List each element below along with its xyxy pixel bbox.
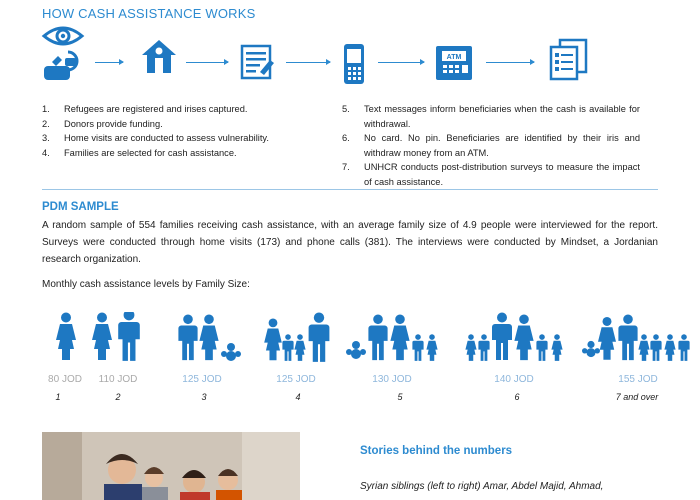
document-icon	[236, 42, 278, 82]
family-size-label: 2	[115, 392, 121, 402]
section-title-how-it-works: HOW CASH ASSISTANCE WORKS	[42, 6, 256, 21]
step-item: 5. Text messages inform beneficiaries when the cash is available for withdrawal.	[342, 104, 640, 129]
amount-label: 140 JOD	[494, 374, 534, 385]
family-5-icon	[346, 312, 442, 364]
survey-icon	[548, 38, 590, 82]
amount-label: 130 JOD	[372, 374, 412, 385]
amount-label: 110 JOD	[98, 374, 138, 385]
family-1-icon	[54, 312, 78, 364]
levels-label: Monthly cash assistance levels by Family Size:	[42, 279, 250, 290]
amount-label: 80 JOD	[48, 374, 82, 385]
siblings-photo	[42, 432, 300, 500]
process-icon-row	[40, 22, 600, 92]
steps-list-right	[342, 102, 640, 189]
atm-icon	[434, 44, 474, 82]
family-4-icon	[264, 312, 332, 364]
iris-scan-icon	[40, 22, 86, 84]
steps-list-left	[42, 102, 312, 160]
step-item: 4. Families are selected for cash assistance.	[42, 147, 237, 158]
family-size-label: 4	[295, 392, 301, 402]
pdm-paragraph: A random sample of 554 families receiving cash assistance, with an average family size of 4.9 people were interviewed for the report. Surveys were conducted through home visits (173) and phone calls (381). The interviews were conducted by Mindset, a Jordanian research organization.	[42, 220, 658, 265]
step-item: 6. No card. No pin. Beneficiaries are identified by their iris and withdraw money from an ATM.	[342, 133, 640, 158]
family-size-label: 7 and over	[615, 392, 659, 402]
family-3-icon	[178, 312, 242, 364]
svg-text:ATM: ATM	[446, 54, 462, 61]
step-item: 7. UNHCR conducts post-distribution surveys to measure the impact of cash assistance.	[342, 162, 640, 187]
family-2-icon	[92, 312, 142, 364]
amount-label: 125 JOD	[276, 374, 316, 385]
family-7-icon	[582, 312, 692, 364]
step-item: 3. Home visits are conducted to assess vulnerability.	[42, 133, 269, 143]
photo-caption: Syrian siblings (left to right) Amar, Abdel Majid, Ahmad,	[360, 481, 604, 492]
home-icon	[140, 38, 178, 74]
family-size-label: 5	[397, 392, 403, 402]
family-size-label: 3	[201, 392, 207, 402]
section-title-pdm: PDM SAMPLE	[42, 201, 119, 213]
family-size-label: 6	[514, 392, 520, 402]
stories-title: Stories behind the numbers	[360, 445, 513, 457]
family-size-label: 1	[55, 392, 61, 402]
amount-label: 125 JOD	[182, 374, 222, 385]
family-6-icon	[464, 312, 568, 364]
mobile-phone-icon	[342, 42, 366, 86]
step-item: 1. Refugees are registered and irises captured.	[42, 104, 248, 114]
section-divider	[42, 189, 658, 190]
step-item: 2. Donors provide funding.	[42, 118, 163, 129]
amount-label: 155 JOD	[618, 374, 658, 385]
